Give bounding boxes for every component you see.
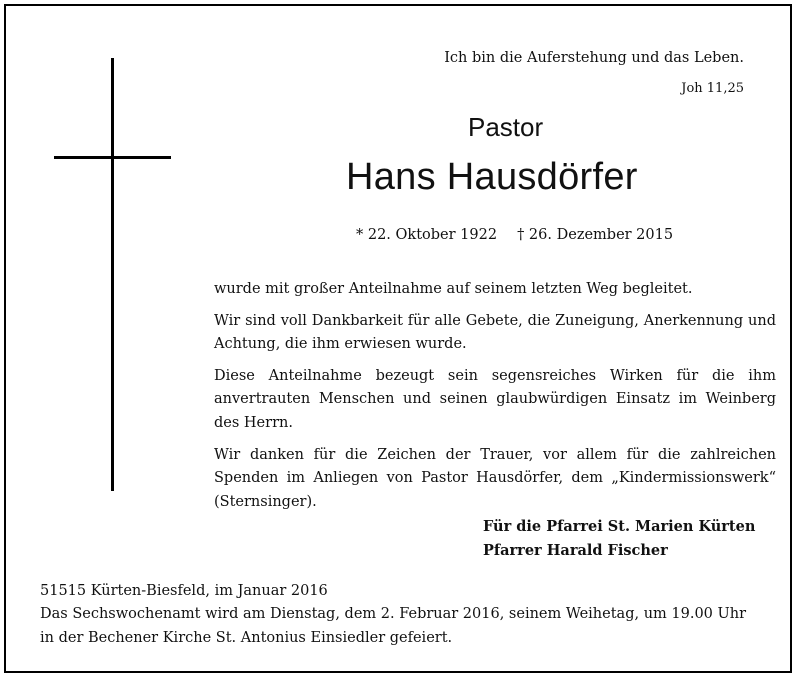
signature-pastor: Pfarrer Harald Fischer: [483, 542, 668, 559]
bible-reference: Joh 11,25: [681, 81, 744, 96]
paragraph: Wir danken für die Zeichen der Trauer, vor allem für die zahlreichen Spenden im Anliegen von Pastor Hausdörfer, dem „Kindermissionswerk“ (Sternsinger).: [214, 446, 776, 510]
signature-block: [483, 515, 755, 563]
cross-vertical-bar: [111, 58, 114, 491]
footer-service-line: Das Sechswochenamt wird am Dienstag, dem 2. Februar 2016, seinem Weihetag, um 19.00 Uhr: [40, 606, 747, 623]
life-dates: [356, 227, 673, 243]
paragraph: Wir sind voll Dankbarkeit für alle Gebete, die Zuneigung, Anerkennung und Achtung, die ihm erwiesen wurde.: [214, 312, 776, 353]
deceased-name: Hans Hausdörfer: [346, 156, 638, 198]
footer-place-date: 51515 Kürten-Biesfeld, im Januar 2016: [40, 583, 328, 599]
obituary-frame: [4, 4, 792, 673]
paragraph: Diese Anteilnahme bezeugt sein segensreiches Wirken für die ihm anvertrauten Menschen und seinen glaubwürdigen Einsatz im Weinberg des Herrn.: [214, 367, 776, 431]
death-date: † 26. Dezember 2015: [517, 227, 674, 243]
birth-date: * 22. Oktober 1922: [356, 227, 498, 243]
signature-parish: Für die Pfarrei St. Marien Kürten: [483, 518, 756, 535]
paragraph: wurde mit großer Anteilnahme auf seinem letzten Weg begleitet.: [214, 281, 693, 297]
footer-service-location: in der Bechener Kirche St. Antonius Einsiedler gefeiert.: [40, 629, 453, 646]
bible-quote: Ich bin die Auferstehung und das Leben.: [444, 50, 744, 66]
footer-notice: [40, 580, 780, 650]
cross-horizontal-bar: [54, 156, 171, 159]
obituary-body: [214, 278, 776, 522]
deceased-title: Pastor: [468, 112, 544, 142]
